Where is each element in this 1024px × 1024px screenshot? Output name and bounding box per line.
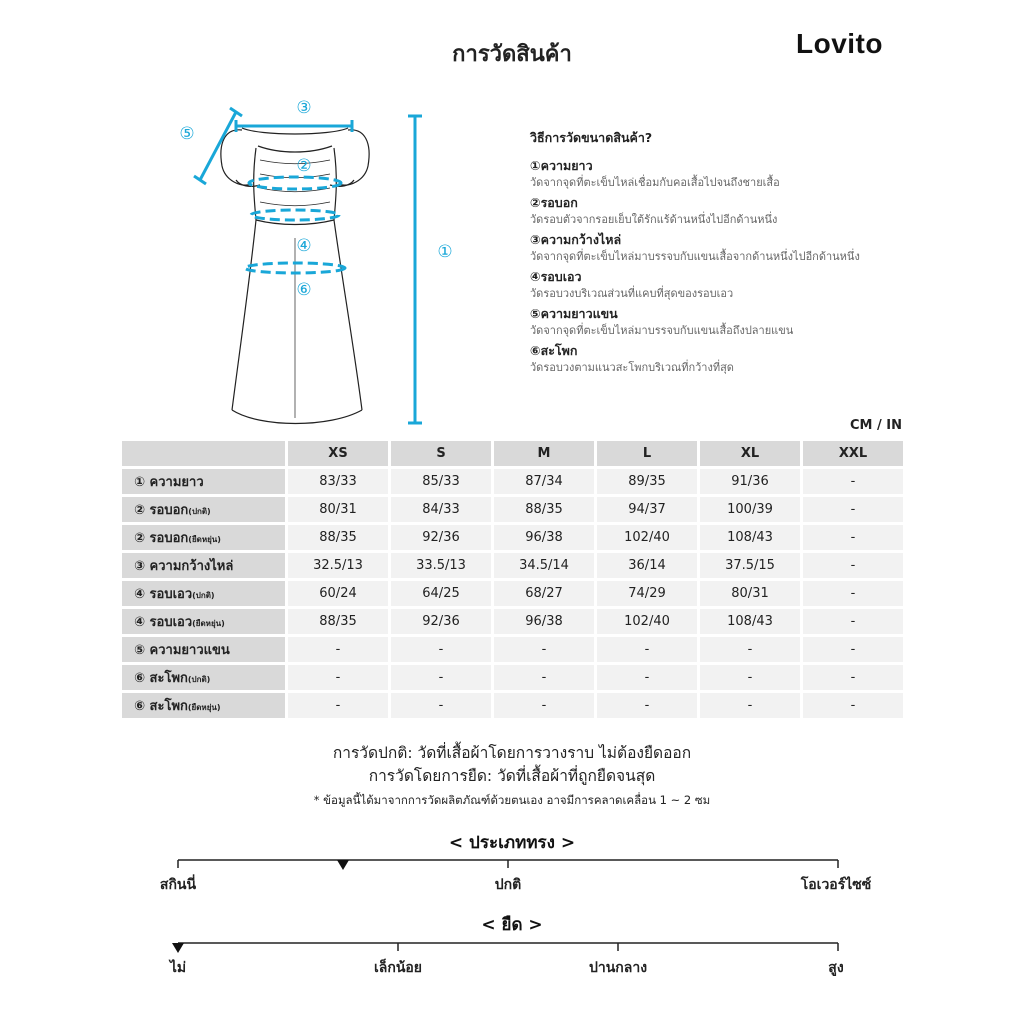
table-cell: 68/27 (494, 581, 594, 606)
guide-item-desc: วัดรอบวงบริเวณส่วนที่แคบที่สุดของรอบเอว (530, 287, 734, 300)
table-cell: 88/35 (288, 609, 388, 634)
table-cell: 37.5/15 (700, 553, 800, 578)
size-header: XXL (803, 441, 903, 466)
stretch-scale-title: < ยืด > (481, 915, 543, 935)
row-label-text: ความยาว (149, 475, 204, 490)
guide-item-sleeve (530, 305, 950, 339)
guide-item-name: ⑥สะโพก (530, 343, 578, 358)
row-label-text: สะโพก (149, 671, 188, 686)
table-cell: - (803, 497, 903, 522)
table-cell: - (803, 693, 903, 718)
guide-item-desc: วัดจากจุดที่ตะเข็บไหล่เชื่อมกับคอเสื้อไปจนถึงชายเสื้อ (530, 176, 780, 189)
row-label (122, 497, 285, 522)
guide-item-name: ③ความกว้างไหล่ (530, 232, 622, 247)
row-label-text: ความกว้างไหล่ (149, 559, 234, 574)
measurement-guide (530, 128, 950, 379)
table-cell: 88/35 (494, 497, 594, 522)
unit-label: CM / IN (850, 418, 902, 433)
left-sleeve (221, 130, 252, 185)
table-cell: 102/40 (597, 525, 697, 550)
table-cell: - (597, 693, 697, 718)
table-cell: 108/43 (700, 609, 800, 634)
table-cell: - (391, 693, 491, 718)
table-cell: 88/35 (288, 525, 388, 550)
row-marker: ④ (134, 587, 146, 602)
table-cell: 83/33 (288, 469, 388, 494)
table-cell: - (597, 637, 697, 662)
marker-3: ③ (296, 98, 312, 118)
page-title: การวัดสินค้า (452, 42, 572, 67)
table-cell: 64/25 (391, 581, 491, 606)
table-cell: - (700, 665, 800, 690)
table-cell: - (803, 581, 903, 606)
row-marker: ① (134, 475, 146, 490)
guide-item-shoulder (530, 231, 950, 265)
table-cell: 33.5/13 (391, 553, 491, 578)
row-label-qualifier: (ยืดหยุ่น) (188, 535, 221, 544)
table-cell: 92/36 (391, 609, 491, 634)
stretch-label-none: ไม่ (169, 960, 187, 976)
stretch-scale-bar (170, 935, 850, 955)
header-corner (122, 441, 285, 466)
table-cell: - (494, 665, 594, 690)
row-label (122, 693, 285, 718)
stretch-label-slight: เล็กน้อย (373, 960, 423, 976)
table-cell: - (391, 665, 491, 690)
marker-4: ④ (296, 236, 312, 256)
row-label-qualifier: (ยืดหยุ่น) (187, 703, 221, 712)
table-cell: - (803, 637, 903, 662)
table-cell: 80/31 (700, 581, 800, 606)
row-label (122, 525, 285, 550)
table-cell: - (288, 693, 388, 718)
right-sleeve (338, 130, 369, 185)
fit-label-regular: ปกติ (494, 877, 522, 893)
waist-line (251, 210, 339, 220)
table-cell: 108/43 (700, 525, 800, 550)
guide-item-name: ④รอบเอว (530, 269, 582, 284)
table-cell: - (288, 665, 388, 690)
size-header: XS (288, 441, 388, 466)
size-header: L (597, 441, 697, 466)
row-label-text: รอบอก (149, 531, 189, 546)
marker-5: ⑤ (179, 124, 195, 144)
table-cell: 91/36 (700, 469, 800, 494)
guide-item-name: ②รอบอก (530, 195, 578, 210)
guide-item-desc: วัดจากจุดที่ตะเข็บไหล่มาบรรจบกับแขนเสื้อถึงปลายแขน (530, 324, 794, 337)
table-cell: - (700, 693, 800, 718)
table-cell: 36/14 (597, 553, 697, 578)
skirt-left-edge (232, 220, 256, 410)
guide-item-hip (530, 342, 950, 376)
table-row (122, 581, 903, 606)
table-cell: 74/29 (597, 581, 697, 606)
table-row (122, 665, 903, 690)
size-header: S (391, 441, 491, 466)
table-cell: - (803, 553, 903, 578)
table-cell: 96/38 (494, 525, 594, 550)
brand-logo: Lovito (796, 28, 883, 59)
note-stretch-measure: การวัดโดยการยืด: วัดที่เสื้อผ้าที่ถูกยืดจนสุด (368, 767, 656, 785)
row-marker: ② (134, 503, 146, 518)
table-cell: 80/31 (288, 497, 388, 522)
table-cell: - (803, 469, 903, 494)
fit-label-oversize: โอเวอร์ไซซ์ (800, 877, 872, 893)
stretch-indicator (172, 943, 184, 953)
stretch-label-high: สูง (828, 960, 844, 976)
table-cell: 100/39 (700, 497, 800, 522)
disclaimer: * ข้อมูลนี้ได้มาจากการวัดผลิตภัณฑ์ด้วยตนเอง อาจมีการคลาดเคลื่อน 1 ~ 2 ซม (313, 793, 711, 807)
row-label-text: รอบเอว (149, 587, 193, 602)
guide-item-desc: วัดรอบวงตามแนวสะโพกบริเวณที่กว้างที่สุด (530, 361, 734, 374)
table-row (122, 693, 903, 718)
table-cell: 92/36 (391, 525, 491, 550)
table-cell: - (288, 637, 388, 662)
row-label-qualifier: (ปกติ) (192, 591, 215, 600)
table-cell: - (494, 693, 594, 718)
table-cell: - (597, 665, 697, 690)
guide-item-bust (530, 194, 950, 228)
table-cell: - (391, 637, 491, 662)
table-cell: 85/33 (391, 469, 491, 494)
dress-diagram (170, 88, 460, 433)
table-cell: - (803, 525, 903, 550)
table-row (122, 469, 903, 494)
row-label-qualifier: (ยืดหยุ่น) (192, 619, 225, 628)
table-row (122, 637, 903, 662)
marker-2: ② (296, 156, 312, 176)
table-cell: - (700, 637, 800, 662)
row-marker: ③ (134, 559, 146, 574)
row-marker: ② (134, 531, 146, 546)
table-cell: 60/24 (288, 581, 388, 606)
row-label-text: สะโพก (149, 699, 188, 714)
table-cell: - (494, 637, 594, 662)
table-row (122, 609, 903, 634)
guide-item-name: ⑤ความยาวแขน (530, 306, 618, 321)
row-label (122, 553, 285, 578)
row-label-text: ความยาวแขน (149, 643, 230, 658)
note-normal-measure: การวัดปกติ: วัดที่เสื้อผ้าโดยการวางราบ ไม่ต้องยืดออก (332, 744, 692, 762)
table-cell: - (803, 665, 903, 690)
marker-6: ⑥ (296, 280, 312, 300)
row-marker: ④ (134, 615, 146, 630)
size-header: M (494, 441, 594, 466)
guide-item-waist (530, 268, 950, 302)
table-cell: 94/37 (597, 497, 697, 522)
fit-indicator (337, 860, 349, 870)
table-cell: 102/40 (597, 609, 697, 634)
row-label (122, 637, 285, 662)
row-marker: ⑤ (134, 643, 146, 658)
size-header: XL (700, 441, 800, 466)
row-marker: ⑥ (134, 699, 146, 714)
guide-heading: วิธีการวัดขนาดสินค้า? (530, 130, 653, 145)
row-label (122, 665, 285, 690)
row-marker: ⑥ (134, 671, 146, 686)
sleeve-line (200, 112, 236, 180)
guide-item-desc: วัดจากจุดที่ตะเข็บไหล่มาบรรจบกับแขนเสื้อจากด้านหนึ่งไปอีกด้านหนึ่ง (530, 250, 860, 263)
table-cell: 84/33 (391, 497, 491, 522)
fit-scale-title: < ประเภททรง > (448, 833, 576, 853)
table-cell: 96/38 (494, 609, 594, 634)
row-label-qualifier: (ปกติ) (187, 675, 211, 684)
table-row (122, 525, 903, 550)
row-label (122, 609, 285, 634)
row-label (122, 581, 285, 606)
guide-item-desc: วัดรอบตัวจากรอยเย็บใต้รักแร้ด้านหนึ่งไปอีกด้านหนึ่ง (530, 213, 778, 226)
fit-label-skinny: สกินนี่ (159, 877, 197, 893)
row-label-text: รอบอก (149, 503, 189, 518)
table-cell: - (803, 609, 903, 634)
skirt-right-edge (334, 220, 362, 410)
table-row (122, 553, 903, 578)
row-label-qualifier: (ปกติ) (188, 507, 211, 516)
table-cell: 32.5/13 (288, 553, 388, 578)
size-table (119, 438, 906, 721)
table-cell: 34.5/14 (494, 553, 594, 578)
marker-1: ① (437, 242, 453, 262)
row-label-text: รอบเอว (149, 615, 193, 630)
bust-line (249, 177, 341, 189)
row-label (122, 469, 285, 494)
fit-scale-bar (170, 852, 850, 872)
guide-item-length (530, 157, 950, 191)
table-row (122, 497, 903, 522)
guide-item-name: ①ความยาว (530, 158, 593, 173)
stretch-label-medium: ปานกลาง (588, 960, 648, 976)
table-header-row (122, 441, 903, 466)
table-cell: 89/35 (597, 469, 697, 494)
table-cell: 87/34 (494, 469, 594, 494)
